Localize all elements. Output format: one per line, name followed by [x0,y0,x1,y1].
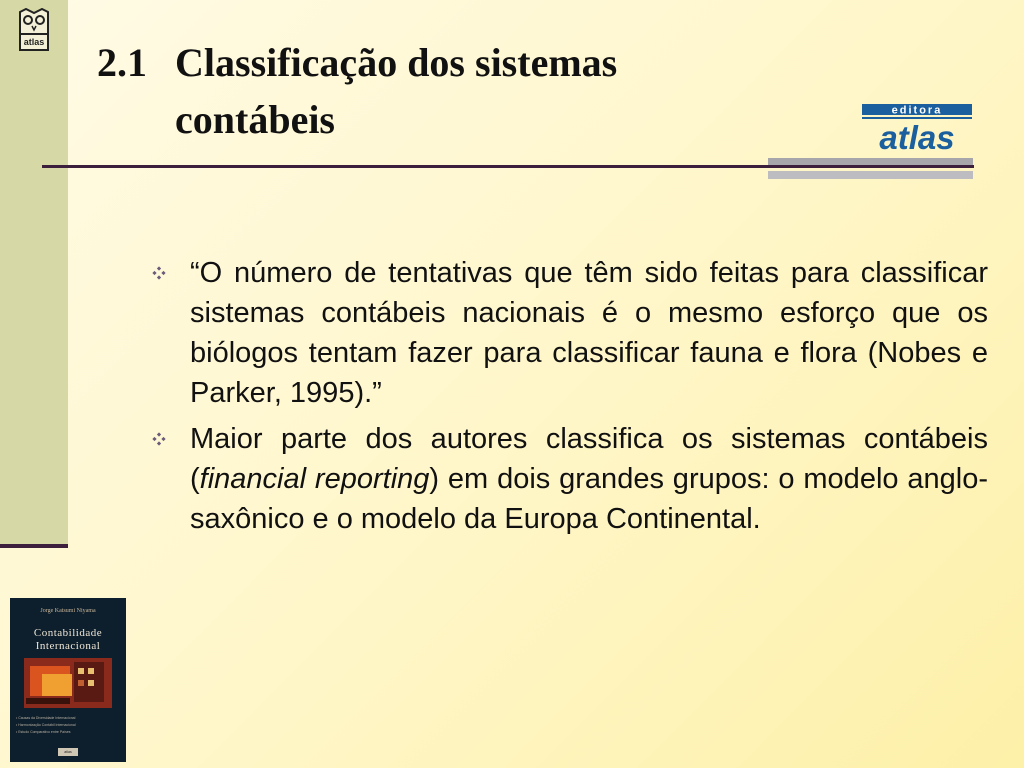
bullet-text-after: ) em dois grandes grupos: o modelo anglo-saxônico e o modelo da Europa Continental. [190,463,988,535]
decor-bar-grey-bottom [768,171,973,179]
book-item-2: • Harmonização Contábil Internacional [16,723,76,727]
owl-logo-text: atlas [23,37,45,47]
book-item-3: • Estudo Comparativo entre Países [16,730,71,734]
book-title-line-2: Internacional [35,640,101,652]
editora-atlas-logo [862,104,972,154]
left-sidebar-band [0,0,68,548]
book-author: Jorge Katsumi Niyama [40,608,96,614]
bullet-text-quote: “O número de tentativas que têm sido feitas para classificar sistemas contábeis nacionais é o mesmo esforço que os biólogos tentam fazer para classificar fauna e flora (Nobes e Parker, 1995).” [190,257,988,409]
title-divider [42,165,974,168]
title-line-1: Classificação dos sistemas [175,40,618,85]
owl-logo-icon [14,8,54,54]
book-title-line-1: Contabilidade [33,627,103,639]
bullet-text-before: Maior parte dos autores classifica os sistemas contábeis ( [190,423,988,495]
diamond-bullet-icon [150,264,168,282]
book-publisher: atlas [58,748,78,756]
diamond-bullet-icon [150,430,168,448]
section-number: 2.1 [97,40,147,85]
book-item-1: • Causas da Diversidade Internacional [16,716,76,720]
logo-editora-text: editora [891,104,943,117]
book-cover-image [10,598,126,762]
sidebar-rule [0,544,68,548]
bullet-item-authors [150,419,988,539]
bullet-text-italic: financial reporting [199,463,430,495]
book-cover-art [24,658,112,708]
bullet-list [150,253,988,545]
bullet-item-quote [150,253,988,413]
title-line-2: contábeis [175,97,335,142]
logo-atlas-text: atlas [879,119,955,154]
